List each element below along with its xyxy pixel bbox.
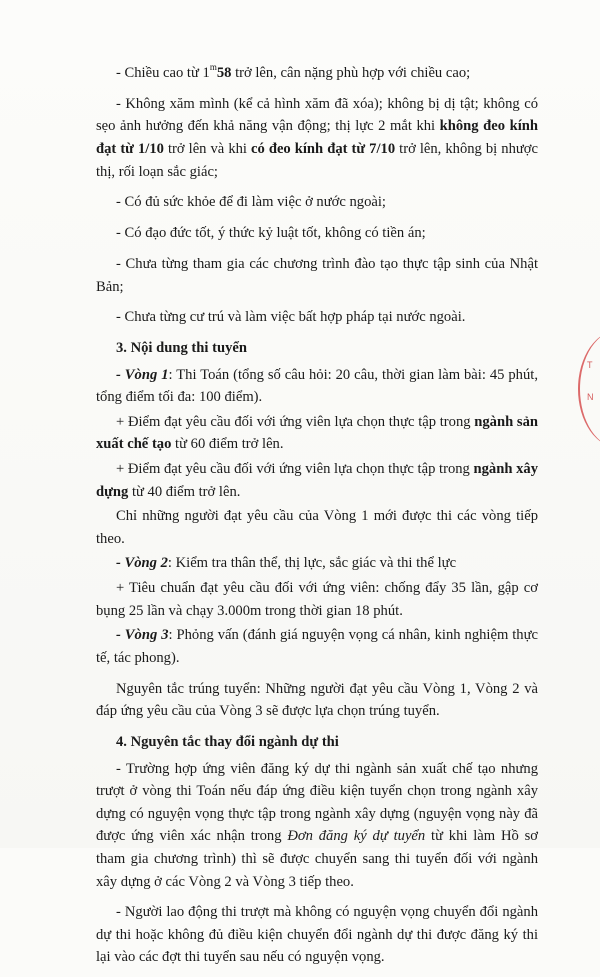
height-requirement — [96, 62, 538, 85]
round-3 — [96, 624, 538, 669]
section-4-heading: 4. Nguyên tắc thay đổi ngành dự thi — [116, 733, 339, 750]
text-run: - Không xăm mình (kể cả hình xăm đã xóa); không bị dị tật; không có sẹo ảnh hưởng đến khả năng vận động; thị lực 2 mắt khi — [96, 95, 538, 135]
red-seal-fragment — [574, 330, 600, 450]
seal-glyph: N — [587, 392, 594, 402]
bold-run: ngành xây dựng — [96, 461, 538, 500]
change-rule-2: - Người lao động thi trượt mà không có nguyện vọng chuyển đổi ngành dự thi hoặc không đủ điều kiện chuyển đổi ngành dự thi được đăng ký thi lại vào các đợt thi tuyển sau nếu có nguyện vọng. — [96, 904, 538, 966]
text-run: + Điểm đạt yêu cầu đối với ứng viên lựa chọn thực tập trong — [116, 413, 475, 430]
bold-run: 58 — [216, 65, 232, 81]
round-label: - Vòng 3 — [116, 627, 169, 644]
round-1-note: Chỉ những người đạt yêu cầu của Vòng 1 mới được thi các vòng tiếp theo. — [96, 508, 538, 547]
text-run: trở lên, không bị nhược thị, rối loạn sắc giác; — [96, 140, 538, 180]
round-label: - Vòng 1 — [116, 366, 169, 383]
text-run: trở lên, cân nặng phù hợp với chiều cao; — [231, 65, 471, 81]
bold-run: ngành sản xuất chế tạo — [96, 413, 538, 453]
ethics-requirement: - Có đạo đức tốt, ý thức kỷ luật tốt, không có tiền án; — [116, 225, 426, 242]
text-run: : Thi Toán (tổng số câu hỏi: 20 câu, thời gian làm bài: 45 phút, tổng điểm tối đa: 100 điểm). — [96, 366, 538, 406]
text-run: từ 60 điểm trở lên. — [171, 436, 284, 453]
text-run: - Chiều cao từ 1 — [116, 65, 210, 81]
text-run: trở lên và khi — [163, 140, 252, 157]
italic-run: Đơn đăng ký dự tuyển — [287, 828, 426, 845]
round-label: - Vòng 2 — [116, 555, 168, 572]
round-1 — [96, 364, 538, 409]
text-run: - Trường hợp ứng viên đăng ký dự thi ngành sản xuất chế tạo nhưng trượt ở vòng thi Toán nếu đáp ứng điều kiện tuyển chọn trong ngành xây dựng có nguyện vọng thực tập trong ngành xây dựng (nguyện vọng này đã được ứng viên xác nhận trong — [96, 760, 538, 845]
section-3-heading: 3. Nội dung thi tuyển — [116, 340, 247, 357]
bold-run: không đeo kính đạt từ 1/10 — [96, 118, 538, 157]
change-rule-1 — [96, 758, 538, 894]
seal-arc — [578, 330, 600, 448]
text-run: : Phỏng vấn (đánh giá nguyện vọng cá nhân, kinh nghiệm thực tế, tác phong). — [96, 627, 538, 666]
round-1-manufacturing — [96, 411, 538, 456]
superscript: m — [209, 62, 217, 73]
health-requirement: - Có đủ sức khỏe để đi làm việc ở nước ngoài; — [116, 194, 386, 211]
text-run: : Kiểm tra thân thể, thị lực, sắc giác và thi thể lực — [167, 555, 457, 572]
selection-principle: Nguyên tắc trúng tuyển: Những người đạt yêu cầu Vòng 1, Vòng 2 và đáp ứng yêu cầu của Vòng 3 sẽ được lựa chọn trúng tuyển. — [96, 680, 538, 720]
round-2 — [96, 552, 538, 575]
text-run: từ 40 điểm trở lên. — [128, 483, 241, 500]
text-run: từ khi làm Hồ sơ tham gia chương trình) thì sẽ được chuyển sang thi tuyển đối với ngành xây dựng ở các Vòng 2 và Vòng 3 tiếp theo. — [96, 828, 538, 890]
program-requirement: - Chưa từng tham gia các chương trình đào tạo thực tập sinh của Nhật Bản; — [96, 255, 538, 295]
tattoo-vision-requirement — [96, 93, 538, 183]
text-run: + Điểm đạt yêu cầu đối với ứng viên lựa chọn thực tập trong — [116, 461, 474, 478]
document-body — [96, 62, 538, 977]
round-2-criteria: + Tiêu chuẩn đạt yêu cầu đối với ứng viên: chống đẩy 35 lần, gập cơ bụng 25 lần và chạy 3.000m trong thời gian 18 phút. — [96, 580, 538, 619]
bold-run: có đeo kính đạt từ 7/10 — [251, 140, 396, 157]
residency-requirement: - Chưa từng cư trú và làm việc bất hợp pháp tại nước ngoài. — [116, 309, 466, 326]
round-1-construction — [96, 458, 538, 503]
seal-glyph: T — [587, 360, 593, 370]
